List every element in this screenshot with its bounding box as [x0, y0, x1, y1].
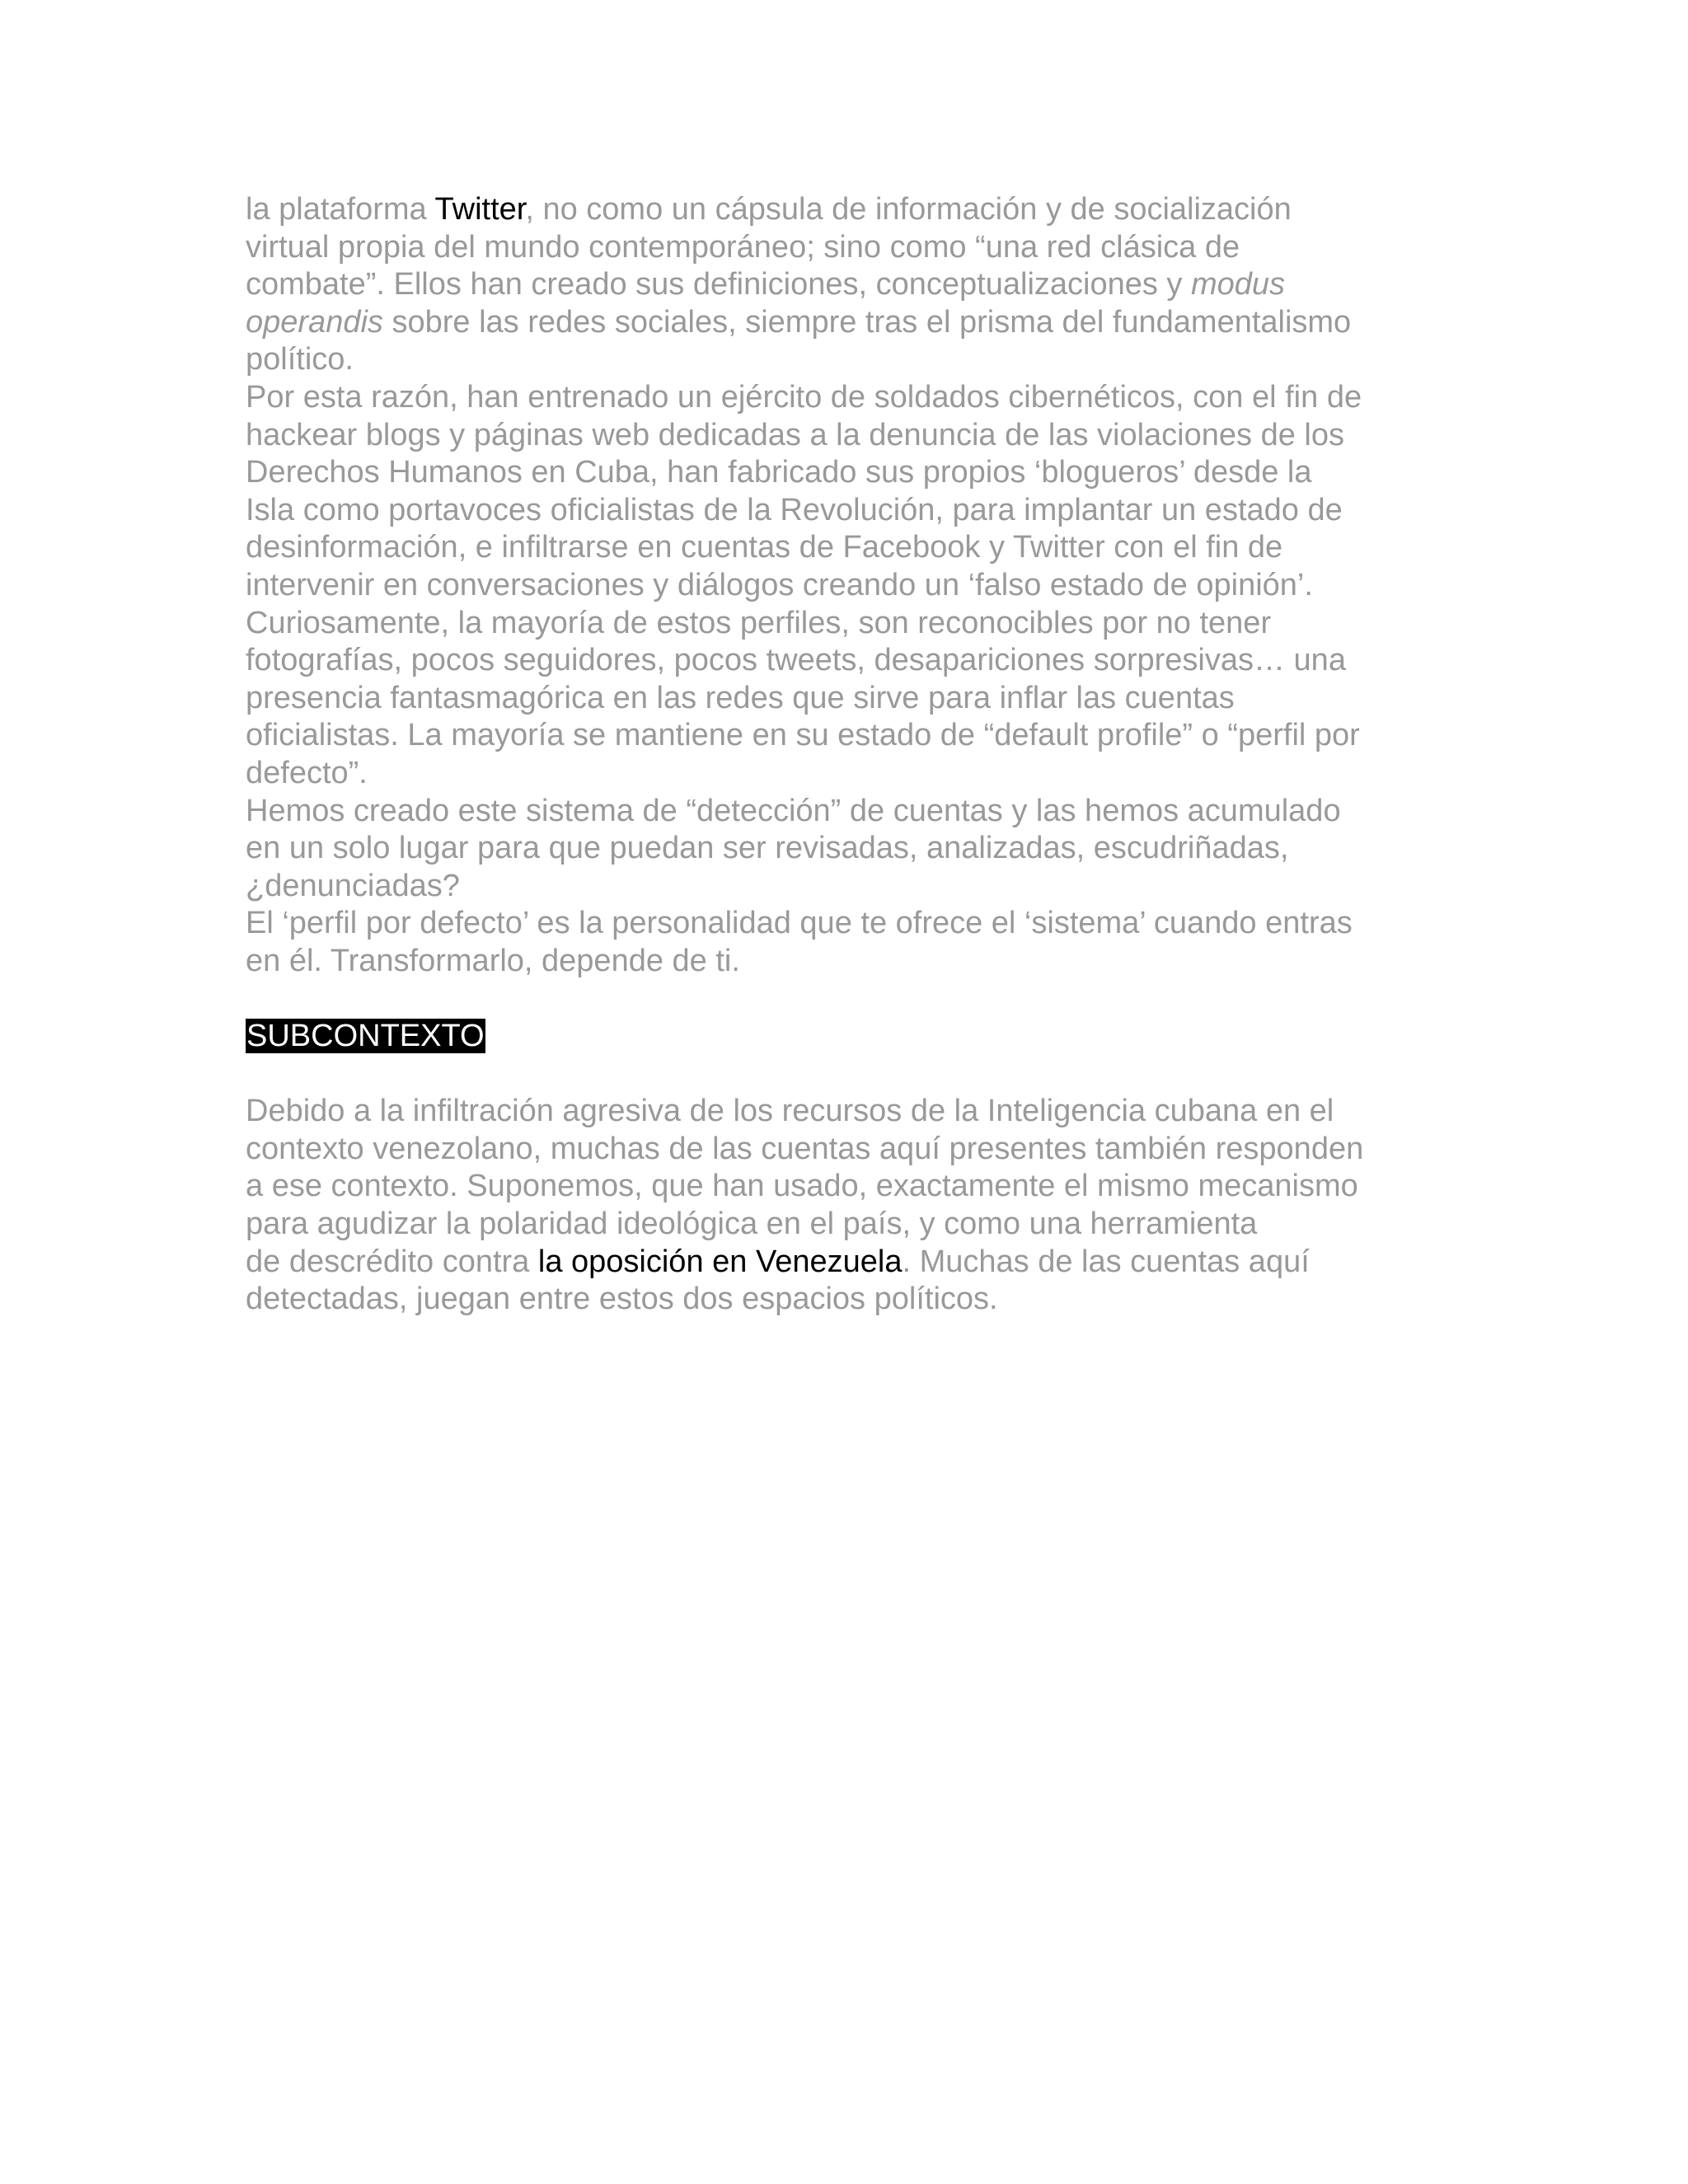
- text-line: [246, 191, 1449, 229]
- text-span: la plataforma: [246, 192, 435, 227]
- text-line: a ese contexto. Suponemos, que han usado, exactamente el mismo mecanismo: [246, 1169, 1358, 1204]
- text-line: ¿denunciadas?: [246, 868, 460, 903]
- text-line: [246, 266, 1449, 304]
- text-line: Debido a la infiltración agresiva de los recursos de la Inteligencia cubana en el: [246, 1094, 1334, 1129]
- text-line: virtual propia del mundo contemporáneo; sino como “una red clásica de: [246, 229, 1240, 265]
- venezuela-opposition-link[interactable]: la oposición en Venezuela: [537, 1244, 903, 1279]
- twitter-link[interactable]: Twitter: [434, 192, 526, 227]
- text-line: defecto”.: [246, 755, 368, 790]
- section-heading: SUBCONTEXTO: [246, 1019, 485, 1054]
- text-line: para agudizar la polaridad ideológica en el país, y como una herramienta: [246, 1207, 1258, 1242]
- text-line: hackear blogs y páginas web dedicadas a la denuncia de las violaciones de los: [246, 417, 1344, 452]
- text-line: oficialistas. La mayoría se mantiene en su estado de “default profile” o “perfil por: [246, 718, 1360, 753]
- text-line: Hemos creado este sistema de “detección” de cuentas y las hemos acumulado: [246, 793, 1341, 828]
- paragraph-cyber-soldiers: [246, 379, 1449, 605]
- text-line: intervenir en conversaciones y diálogos creando un ‘falso estado de opinión’.: [246, 567, 1313, 602]
- text-line: [246, 304, 1449, 342]
- text-line: Curiosamente, la mayoría de estos perfiles, son reconocibles por no tener: [246, 605, 1272, 640]
- text-line: en un solo lugar para que puedan ser revisadas, analizadas, escudriñadas,: [246, 831, 1289, 866]
- text-line: [246, 1244, 1449, 1282]
- paragraph-venezuela-context: [246, 1093, 1449, 1319]
- text-span: de descrédito contra: [246, 1244, 538, 1279]
- paragraph-detection-system: [246, 793, 1449, 906]
- text-line: contexto venezolano, muchas de las cuentas aquí presentes también responden: [246, 1131, 1364, 1166]
- text-line: detectadas, juegan entre estos dos espacios políticos.: [246, 1282, 998, 1317]
- text-line: presencia fantasmagórica en las redes que sirve para inflar las cuentas: [246, 680, 1235, 715]
- text-line: Isla como portavoces oficialistas de la Revolución, para implantar un estado de: [246, 492, 1343, 527]
- text-line: desinformación, e infiltrarse en cuentas de Facebook y Twitter con el fin de: [246, 530, 1283, 565]
- spacer: [246, 980, 1449, 1018]
- text-line: fotografías, pocos seguidores, pocos tweets, desapariciones sorpresivas… una: [246, 643, 1346, 678]
- text-line: El ‘perfil por defecto’ es la personalidad que te ofrece el ‘sistema’ cuando entras: [246, 906, 1353, 941]
- paragraph-default-profile: [246, 905, 1449, 980]
- text-line: en él. Transformarlo, depende de ti.: [246, 943, 740, 978]
- paragraph-profiles: [246, 605, 1449, 793]
- italic-text: operandis: [246, 304, 383, 340]
- text-line: Derechos Humanos en Cuba, han fabricado sus propios ‘blogueros’ desde la: [246, 455, 1312, 490]
- section-heading-line: [246, 1018, 1449, 1056]
- text-span: sobre las redes sociales, siempre tras el prisma del fundamentalismo: [382, 304, 1352, 340]
- text-line: político.: [246, 342, 354, 377]
- spacer: [246, 1056, 1449, 1094]
- document-page: [246, 191, 1449, 1319]
- paragraph-twitter-platform: [246, 191, 1449, 379]
- text-line: Por esta razón, han entrenado un ejército de soldados cibernéticos, con el fin de: [246, 379, 1362, 415]
- text-span: combate”. Ellos han creado sus definiciones, conceptualizaciones y: [246, 267, 1191, 302]
- text-span: , no como un cápsula de información y de socialización: [525, 192, 1292, 227]
- text-span: . Muchas de las cuentas aquí: [902, 1244, 1310, 1279]
- italic-text: modus: [1190, 267, 1286, 302]
